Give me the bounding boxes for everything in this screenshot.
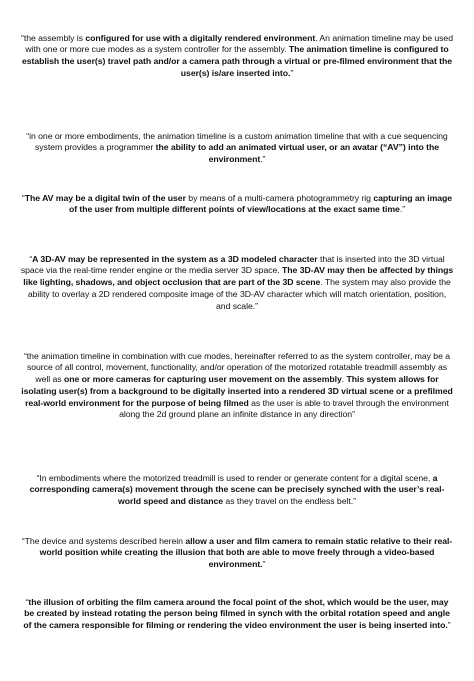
quote-motorized-treadmill bbox=[20, 473, 454, 508]
quote-text: ” bbox=[290, 67, 294, 78]
quote-bold-text: configured for use with a digitally rendered environment bbox=[85, 32, 316, 43]
quote-text: “the assembly is bbox=[20, 32, 86, 43]
quote-bold-text: The AV may be a digital twin of the user bbox=[24, 192, 186, 203]
quote-bold-text: one or more cameras for capturing user movement on the assembly bbox=[63, 374, 342, 385]
quote-text: “ bbox=[21, 192, 25, 203]
quote-bold-text: capturing an image of the user from multiple different points of view/locations at the exact same time bbox=[68, 192, 453, 215]
quote-assembly-configured bbox=[20, 33, 454, 80]
quote-text: . The system may also provide the ability to overlay a 2D rendered composite image of the 3D-AV character which will match orientation, position, and scale.” bbox=[27, 277, 451, 311]
quote-bold-text: The 3D-AV may then be affected by things like lighting, shadows, and object occlusion that are part of the 3D scene bbox=[23, 265, 454, 288]
quote-text: by means of a multi-camera photogrammetry rig bbox=[185, 192, 374, 203]
quote-text: as the user is able to travel through the environment along the 2d ground plane an infinite distance in any direction” bbox=[119, 397, 449, 420]
quote-bold-text: the illusion of orbiting the film camera around the focal point of the shot, which would be the user, may be created by instead rotating the person being filmed in synch with the orbital rotation speed and angle of the camera responsible for filming or rendering the video environment the user is being inserted into. bbox=[23, 596, 450, 631]
quote-bold-text: This system allows for isolating user(s) from a background to be digitally inserted into a rendered 3D virtual scene or a prefilmed real-world environment for the purpose of being filmed bbox=[21, 374, 453, 408]
quote-text: “the animation timeline in combination with cue modes, hereinafter referred to as the system controller, may be a source of all control, movement, functionality, and/or operation of the motorized rotatable treadmill assembly as well as bbox=[23, 350, 451, 385]
quote-bold-text: The animation timeline is configured to establish the user(s) travel path and/or a camera path through a virtual or pre-filmed environment that the user(s) is/are inserted into. bbox=[21, 44, 453, 78]
quote-text: .” bbox=[399, 204, 406, 215]
quote-bold-text: a corresponding camera(s) movement through the scene can be precisely synched with the user’s real-world speed and distance bbox=[29, 472, 445, 507]
quote-text: ” bbox=[262, 559, 266, 570]
quote-text: “ bbox=[29, 253, 33, 264]
quote-static-camera-illusion bbox=[20, 536, 454, 571]
quote-text: “in one or more embodiments, the animation timeline is a custom animation timeline that with a cue sequencing system provides a programmer bbox=[26, 130, 448, 153]
quote-text: . An animation timeline may be used with one or more cue modes as a system controller for the assembly. bbox=[25, 32, 453, 55]
quote-bold-text: A 3D-AV may be represented in the system as a 3D modeled character bbox=[32, 253, 318, 264]
quote-text: . bbox=[341, 374, 347, 385]
quote-text: as they travel on the endless belt.” bbox=[223, 496, 356, 507]
quote-text: that is inserted into the 3D virtual space via the real-time render engine or the media server 3D space. bbox=[20, 253, 445, 276]
quote-text: “In embodiments where the motorized treadmill is used to render or generate content for a digital scene, bbox=[36, 472, 433, 483]
quote-text: “ bbox=[25, 596, 29, 607]
quote-digital-twin bbox=[20, 193, 454, 216]
quote-bold-text: allow a user and film camera to remain static relative to their real-world position while creating the illusion that both are able to move freely through a video-based environment. bbox=[39, 535, 453, 570]
quote-text: ” bbox=[447, 620, 451, 631]
quote-text: “The device and systems described herein bbox=[21, 535, 186, 546]
quote-bold-text: the ability to add an animated virtual user, or an avatar (“AV”) into the environment bbox=[155, 142, 440, 165]
quote-animation-timeline-av bbox=[20, 131, 454, 166]
quote-orbiting-camera-illusion bbox=[20, 597, 454, 632]
quote-text: .” bbox=[260, 154, 266, 165]
quote-system-controller bbox=[20, 351, 454, 421]
quote-3d-av-character bbox=[20, 254, 454, 313]
